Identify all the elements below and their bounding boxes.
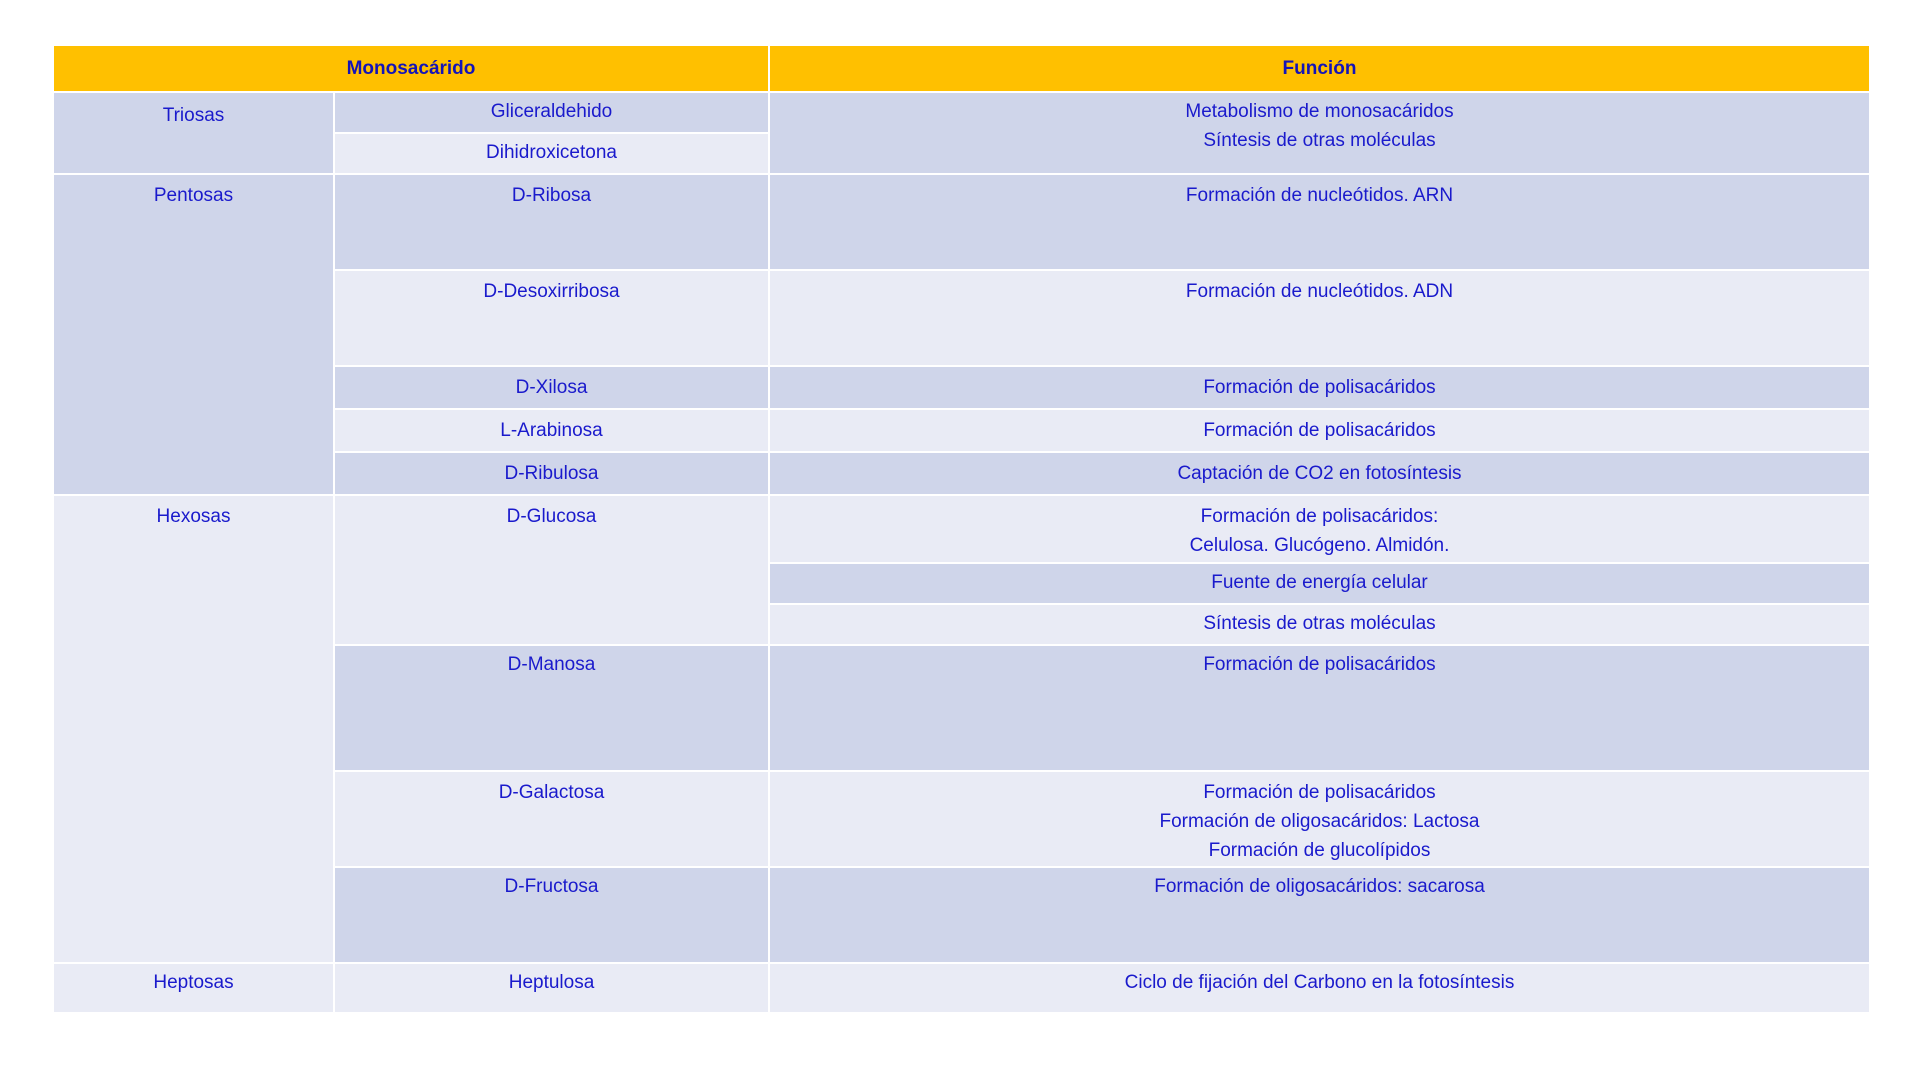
sugar-dihidroxicetona: Dihidroxicetona [335,134,768,173]
group-triosas: Triosas [54,93,333,173]
function-line: Metabolismo de monosacáridos [1185,101,1454,122]
function-xilosa: Formación de polisacáridos [770,367,1869,408]
function-line: Celulosa. Glucógeno. Almidón. [1189,535,1450,556]
sugar-glucosa: D-Glucosa [335,496,768,644]
header-funcion: Función [770,46,1869,91]
function-ribosa: Formación de nucleótidos. ARN [770,175,1869,269]
function-fructosa: Formación de oligosacáridos: sacarosa [770,868,1869,962]
function-glucosa-polisacaridos [770,496,1869,562]
group-hexosas: Hexosas [54,496,333,962]
sugar-ribosa: D-Ribosa [335,175,768,269]
sugar-xilosa: D-Xilosa [335,367,768,408]
function-line: Formación de oligosacáridos: Lactosa [1159,811,1480,832]
function-triosas [770,93,1869,173]
function-ribulosa: Captación de CO2 en fotosíntesis [770,453,1869,494]
sugar-manosa: D-Manosa [335,646,768,770]
function-arabinosa: Formación de polisacáridos [770,410,1869,451]
group-heptosas: Heptosas [54,964,333,1012]
function-heptulosa: Ciclo de fijación del Carbono en la fotosíntesis [770,964,1869,1012]
sugar-fructosa: D-Fructosa [335,868,768,962]
sugar-ribulosa: D-Ribulosa [335,453,768,494]
function-glucosa-energia: Fuente de energía celular [770,564,1869,603]
function-line: Síntesis de otras moléculas [1203,130,1436,151]
function-manosa: Formación de polisacáridos [770,646,1869,770]
function-line: Formación de glucolípidos [1208,840,1431,861]
function-desoxirribosa: Formación de nucleótidos. ADN [770,271,1869,365]
sugar-arabinosa: L-Arabinosa [335,410,768,451]
sugar-desoxirribosa: D-Desoxirribosa [335,271,768,365]
monosaccharide-table [54,46,1865,1012]
sugar-heptulosa: Heptulosa [335,964,768,1012]
header-monosacarido: Monosacárido [54,46,768,91]
sugar-galactosa: D-Galactosa [335,772,768,866]
function-glucosa-sintesis: Síntesis de otras moléculas [770,605,1869,644]
function-galactosa [770,772,1869,866]
sugar-gliceraldehido: Gliceraldehido [335,93,768,132]
function-line: Formación de polisacáridos [1203,782,1436,803]
group-pentosas: Pentosas [54,175,333,494]
function-line: Formación de polisacáridos: [1200,506,1439,527]
